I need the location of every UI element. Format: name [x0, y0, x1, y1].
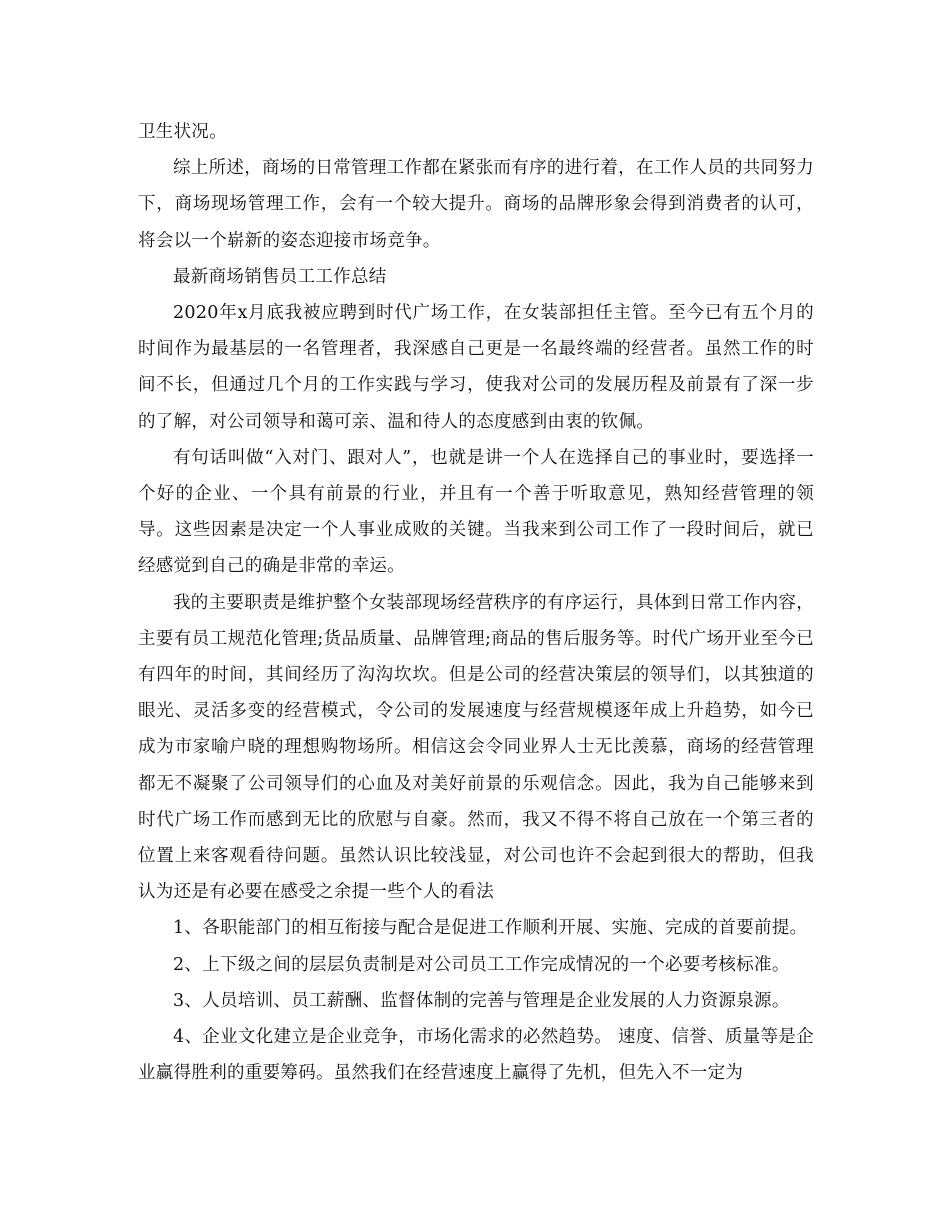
list-item-3: 3、人员培训、员工薪酬、监督体制的完善与管理是企业发展的人力资源泉源。 — [173, 990, 790, 1011]
section-title: 最新商场销售员工工作总结 — [173, 266, 387, 287]
paragraph-5: 有句话叫做“入对门、跟对人”，也就是讲一个人在选择自己的事业时，要选择一个好的企业、一个具有前景的行业，并且有一个善于听取意见，熟知经营管理的领导。这些因素是决定一个人事业成败的关键。当我来到公司工作了一段时间后，就已经感觉到自己的确是非常的幸运。 — [138, 447, 814, 577]
paragraph-1: 卫生状况。 — [138, 122, 227, 142]
document-body — [138, 114, 814, 1091]
list-item-4: 4、企业文化建立是企业竞争，市场化需求的必然趋势。 速度、信誉、质量等是企业赢得胜利的重要筹码。虽然我们在经营速度上赢得了先机，但先入不一定为 — [138, 1027, 814, 1084]
paragraph-2: 综上所述，商场的日常管理工作都在紧张而有序的进行着，在工作人员的共同努力下，商场现场管理工作，会有一个较大提升。商场的品牌形象会得到消费者的认可，将会以一个崭新的姿态迎接市场竞争。 — [138, 158, 814, 251]
list-item-1: 1、各职能部门的相互衔接与配合是促进工作顺利开展、实施、完成的首要前提。 — [173, 918, 808, 939]
paragraph-6: 我的主要职责是维护整个女装部现场经营秩序的有序运行，具体到日常工作内容，主要有员工规范化管理;货品质量、品牌管理;商品的售后服务等。时代广场开业至今已有四年的时间，其间经历了沟沟坎坎。但是公司的经营决策层的领导们，以其独道的眼光、灵活多变的经营模式，令公司的发展速度与经营规模逐年成上升趋势，如今已成为市家喻户晓的理想购物场所。相信这会令同业界人士无比羡慕，商场的经营管理都无不凝聚了公司领导们的心血及对美好前景的乐观信念。因此，我为自己能够来到时代广场工作而感到无比的欣慰与自豪。然而，我又不得不将自己放在一个第三者的位置上来客观看待问题。虽然认识比较浅显，对公司也许不会起到很大的帮助，但我认为还是有必要在感受之余提一些个人的看法 — [138, 592, 814, 903]
paragraph-4: 2020年x月底我被应聘到时代广场工作，在女装部担任主管。至今已有五个月的时间作为最基层的一名管理者，我深感自己更是一名最终端的经营者。虽然工作的时间不长，但通过几个月的工作实践与学习，使我对公司的发展历程及前景有了深一步的了解，对公司领导和蔼可亲、温和待人的态度感到由衷的钦佩。 — [138, 303, 814, 432]
list-item-2: 2、上下级之间的层层负责制是对公司员工工作完成情况的一个必要考核标准。 — [173, 954, 790, 975]
